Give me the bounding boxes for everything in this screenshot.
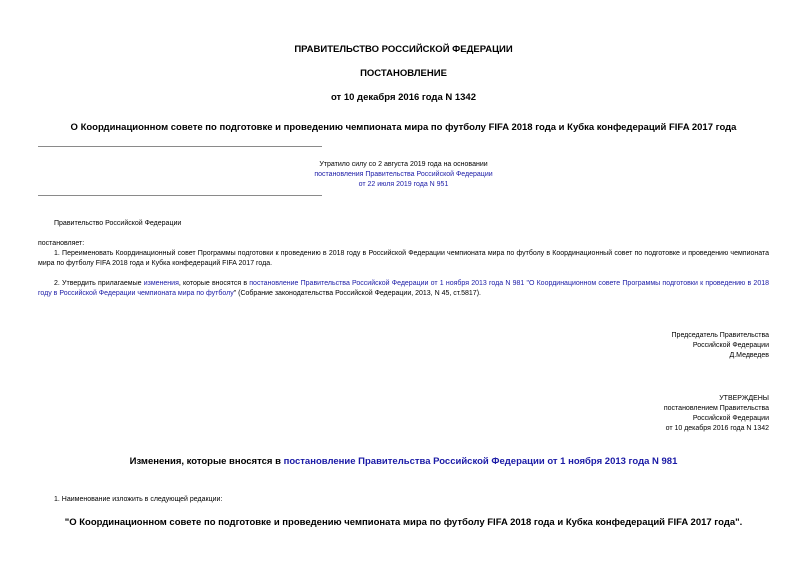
item2-text-end: " (Собрание законодательства Российской Федерации, 2013, N 45, ст.5817).: [233, 290, 481, 297]
status-note-link-2[interactable]: от 22 июля 2019 года N 951: [358, 181, 449, 188]
changes-item-1: 1. Наименование изложить в следующей редакции:: [54, 496, 223, 503]
approved-block: [500, 394, 769, 434]
document-type: ПОСТАНОВЛЕНИЕ: [360, 68, 447, 79]
approved-line-1: УТВЕРЖДЕНЫ: [719, 395, 769, 402]
body-item-2: [38, 279, 769, 299]
changes-heading-link[interactable]: постановление Правительства Российской Федерации от 1 ноября 2013 года N 981: [283, 456, 678, 467]
changes-link[interactable]: изменения: [143, 280, 179, 287]
signature-block: [500, 331, 769, 361]
document-date-number: от 10 декабря 2016 года N 1342: [330, 92, 476, 103]
divider-bottom: [38, 195, 322, 196]
approved-line-4: от 10 декабря 2016 года N 1342: [665, 425, 769, 432]
item2-text-start: 2. Утвердить прилагаемые: [54, 280, 144, 287]
resolution-981-link[interactable]: постановление Правительства Российской Федерации от 1 ноября 2013 года N 981 "О Координационном совете Программы подготовки к проведению в 2018 году в Российской Федерации чемпионата мира по футболу: [38, 280, 769, 297]
divider-top: [38, 146, 322, 147]
body-resolves: постановляет:: [38, 240, 85, 247]
item2-text-mid: , которые вносятся в: [178, 280, 250, 287]
signature-line-3: Д.Медведев: [729, 352, 769, 359]
status-note-text: Утратило силу со 2 августа 2019 года на основании: [319, 161, 488, 168]
government-heading: ПРАВИТЕЛЬСТВО РОССИЙСКОЙ ФЕДЕРАЦИИ: [294, 44, 513, 55]
body-intro: Правительство Российской Федерации: [54, 220, 182, 227]
document-title: О Координационном совете по подготовке и проведению чемпионата мира по футболу FIFA 2018 года и Кубка конфедераций FIFA 2017 года: [70, 122, 737, 133]
new-title: "О Координационном совете по подготовке и проведению чемпионата мира по футболу FIFA 2018 года и Кубка конфедераций FIFA 2017 года".: [64, 517, 743, 528]
approved-line-3: Российской Федерации: [692, 415, 769, 422]
status-note: [0, 160, 807, 190]
status-note-link-1[interactable]: постановления Правительства Российской Федерации: [314, 171, 493, 178]
body-item-1: 1. Переименовать Координационный совет Программы подготовки к проведению в 2018 году в Российской Федерации чемпионата мира по футболу в Координационный совет по подготовке и проведению чемпионата мира по футболу FIFA 2018 года и Кубка конфедераций FIFA 2017 года.: [38, 250, 769, 267]
changes-heading-text: Изменения, которые вносятся в: [129, 456, 284, 467]
signature-line-2: Российской Федерации: [692, 342, 769, 349]
approved-line-2: постановлением Правительства: [663, 405, 769, 412]
changes-heading: [0, 456, 807, 467]
signature-line-1: Председатель Правительства: [671, 332, 769, 339]
